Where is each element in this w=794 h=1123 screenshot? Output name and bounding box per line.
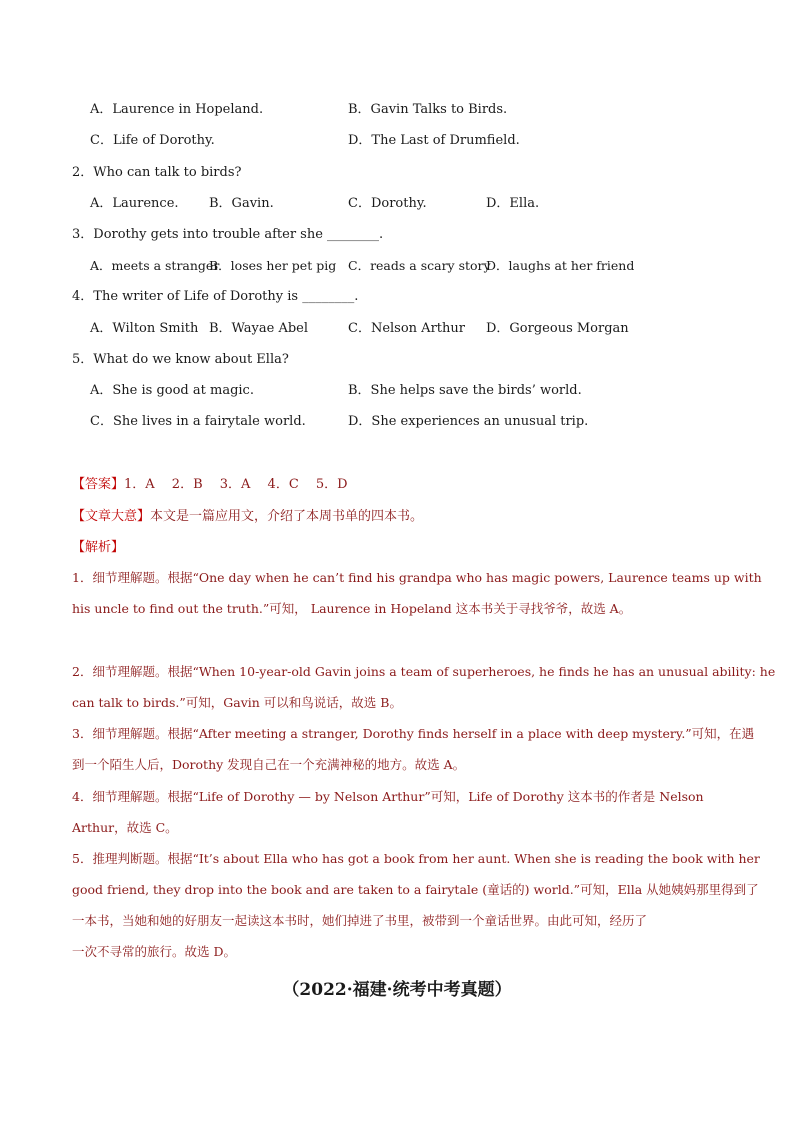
- explanation-5-line-2: good friend, they drop into the book and are taken to a fairytale (童话的) world.”可知，Ella 从她姨妈那里得到了: [72, 882, 759, 897]
- q2-option-a: A．Laurence.: [90, 196, 179, 211]
- explanation-5-line-3: 一本书，当她和她的好朋友一起读这本书时，她们掉进了书里，被带到一个童话世界。由此可知，经历了: [72, 913, 648, 928]
- q3-option-d: D．laughs at her friend: [486, 258, 635, 273]
- q4-stem: 4．The writer of Life of Dorothy is ________.: [72, 289, 359, 304]
- q4-option-b: B．Wayae Abel: [209, 321, 309, 336]
- q1-option-c: C．Life of Dorothy.: [90, 133, 215, 148]
- answer-line: [72, 476, 348, 494]
- explanation-1-line-2: his uncle to find out the truth.”可知， Laurence in Hopeland 这本书关于寻找爷爷，故选 A。: [72, 601, 632, 616]
- explanation-5-line-1: 5．推理判断题。根据“It’s about Ella who has got a book from her aunt. When she is reading the book with her: [72, 851, 760, 866]
- summary-text: 本文是一篇应用文，介绍了本周书单的四本书。: [150, 509, 424, 524]
- explanation-4-line-2: Arthur，故选 C。: [72, 820, 178, 835]
- q3-option-b: B．loses her pet pig: [209, 258, 337, 273]
- q3-stem: 3．Dorothy gets into trouble after she ________.: [72, 227, 384, 242]
- q5-stem: 5．What do we know about Ella?: [72, 352, 289, 367]
- q2-option-b: B．Gavin.: [209, 196, 274, 211]
- explanation-2-line-2: can talk to birds.”可知，Gavin 可以和鸟说话，故选 B。: [72, 695, 402, 710]
- answer-values: 1．A 2．B 3．A 4．C 5．D: [124, 477, 348, 492]
- answer-label: 【答案】: [72, 477, 125, 492]
- q5-option-b: B．She helps save the birds’ world.: [348, 383, 582, 398]
- q4-option-c: C．Nelson Arthur: [348, 321, 465, 336]
- q1-option-a: A．Laurence in Hopeland.: [90, 102, 264, 117]
- q1-option-d: D．The Last of Drumfield.: [348, 133, 520, 148]
- q5-option-d: D．She experiences an unusual trip.: [348, 414, 589, 429]
- explanation-3-line-2: 到一个陌生人后，Dorothy 发现自己在一个充满神秘的地方。故选 A。: [72, 757, 466, 772]
- section-title: （2022·福建·统考中考真题）: [282, 980, 512, 1000]
- q1-option-b: B．Gavin Talks to Birds.: [348, 102, 508, 117]
- q5-option-a: A．She is good at magic.: [90, 383, 254, 398]
- q5-option-c: C．She lives in a fairytale world.: [90, 414, 306, 429]
- q3-option-c: C．reads a scary story: [348, 258, 491, 273]
- q4-option-d: D．Gorgeous Morgan: [486, 321, 629, 336]
- q2-option-d: D．Ella.: [486, 196, 540, 211]
- q2-option-c: C．Dorothy.: [348, 196, 427, 211]
- summary-label: 【文章大意】: [72, 509, 151, 524]
- q2-stem: 2．Who can talk to birds?: [72, 165, 242, 180]
- explanation-3-line-1: 3．细节理解题。根据“After meeting a stranger, Dorothy finds herself in a place with deep mystery.”可知，在遇: [72, 726, 755, 741]
- explanation-2-line-1: 2．细节理解题。根据“When 10-year-old Gavin joins a team of superheroes, he finds he has an unusual ability: he: [72, 664, 776, 679]
- summary-line: [72, 508, 423, 526]
- explanation-4-line-1: 4．细节理解题。根据“Life of Dorothy — by Nelson Arthur”可知，Life of Dorothy 这本书的作者是 Nelson: [72, 789, 704, 804]
- q3-option-a: A．meets a stranger: [90, 258, 220, 273]
- explanation-1-line-1: 1．细节理解题。根据“One day when he can’t find his grandpa who has magic powers, Laurence teams up with: [72, 570, 762, 585]
- explanation-5-line-4: 一次不寻常的旅行。故选 D。: [72, 944, 236, 959]
- analysis-label: 【解析】: [72, 540, 125, 555]
- q4-option-a: A．Wilton Smith: [90, 321, 199, 336]
